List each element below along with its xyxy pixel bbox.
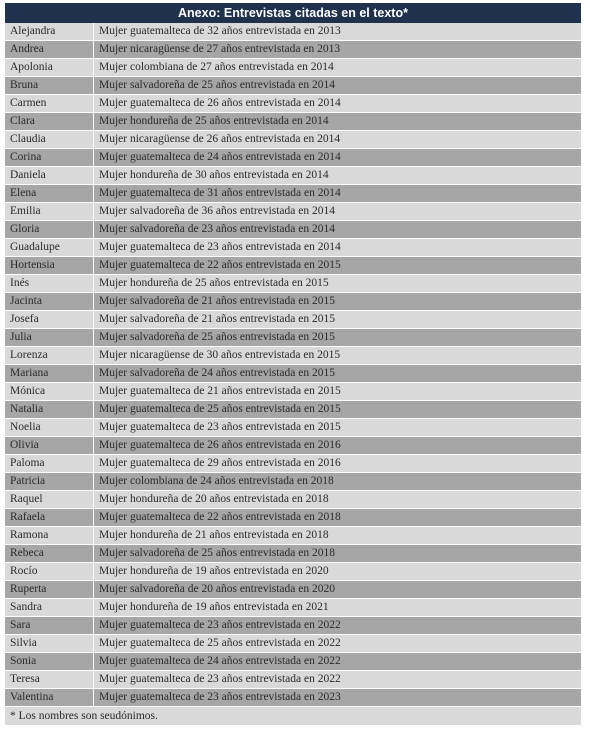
interviewee-name: Clara xyxy=(5,113,94,131)
interviewee-description: Mujer guatemalteca de 31 años entrevistada en 2014 xyxy=(94,185,582,203)
table-row xyxy=(5,77,581,95)
interviewee-name: Rocío xyxy=(5,563,94,581)
interviewee-name: Mónica xyxy=(5,383,94,401)
interviewee-name: Daniela xyxy=(5,167,94,185)
interviewee-name: Apolonia xyxy=(5,59,94,77)
table-row xyxy=(5,545,581,563)
footnote: * Los nombres son seudónimos. xyxy=(5,707,581,725)
interviewee-description: Mujer guatemalteca de 23 años entrevistada en 2023 xyxy=(94,689,582,707)
table-row xyxy=(5,617,581,635)
interviewee-description: Mujer salvadoreña de 21 años entrevistada en 2015 xyxy=(94,293,582,311)
interviewee-description: Mujer guatemalteca de 24 años entrevistada en 2014 xyxy=(94,149,582,167)
table-row xyxy=(5,131,581,149)
interviewee-name: Josefa xyxy=(5,311,94,329)
table-row xyxy=(5,437,581,455)
table-row xyxy=(5,23,581,41)
interviewee-description: Mujer salvadoreña de 25 años entrevistada en 2015 xyxy=(94,329,582,347)
interviewee-name: Sara xyxy=(5,617,94,635)
interviewee-description: Mujer guatemalteca de 29 años entrevistada en 2016 xyxy=(94,455,582,473)
interviewee-description: Mujer hondureña de 25 años entrevistada en 2015 xyxy=(94,275,582,293)
table-row xyxy=(5,455,581,473)
table-row xyxy=(5,41,581,59)
interviewee-description: Mujer hondureña de 21 años entrevistada en 2018 xyxy=(94,527,582,545)
interviewee-name: Elena xyxy=(5,185,94,203)
interviewee-name: Noelia xyxy=(5,419,94,437)
interviewee-description: Mujer hondureña de 19 años entrevistada en 2020 xyxy=(94,563,582,581)
interviewee-name: Patricia xyxy=(5,473,94,491)
interviewee-name: Sonia xyxy=(5,653,94,671)
table-row xyxy=(5,383,581,401)
table-row xyxy=(5,347,581,365)
interviewee-description: Mujer salvadoreña de 21 años entrevistada en 2015 xyxy=(94,311,582,329)
interviewee-description: Mujer hondureña de 30 años entrevistada en 2014 xyxy=(94,167,582,185)
table-row xyxy=(5,473,581,491)
interviewee-description: Mujer guatemalteca de 25 años entrevistada en 2015 xyxy=(94,401,582,419)
table-row xyxy=(5,563,581,581)
interviewee-description: Mujer salvadoreña de 24 años entrevistada en 2015 xyxy=(94,365,582,383)
interviewee-name: Hortensia xyxy=(5,257,94,275)
table-row xyxy=(5,95,581,113)
interviewee-name: Carmen xyxy=(5,95,94,113)
interviewee-name: Ruperta xyxy=(5,581,94,599)
interviewee-name: Teresa xyxy=(5,671,94,689)
interviewee-description: Mujer guatemalteca de 26 años entrevistada en 2016 xyxy=(94,437,582,455)
interviewee-name: Lorenza xyxy=(5,347,94,365)
table-row xyxy=(5,185,581,203)
interviewee-description: Mujer salvadoreña de 23 años entrevistada en 2014 xyxy=(94,221,582,239)
table-row xyxy=(5,401,581,419)
interviewee-description: Mujer guatemalteca de 21 años entrevistada en 2015 xyxy=(94,383,582,401)
interviewee-description: Mujer guatemalteca de 25 años entrevistada en 2022 xyxy=(94,635,582,653)
table-row xyxy=(5,419,581,437)
interviewee-name: Claudia xyxy=(5,131,94,149)
table-row xyxy=(5,221,581,239)
interviews-table xyxy=(5,23,581,707)
interviewee-name: Gloria xyxy=(5,221,94,239)
interviewee-description: Mujer colombiana de 24 años entrevistada en 2018 xyxy=(94,473,582,491)
table-row xyxy=(5,239,581,257)
interviewee-description: Mujer guatemalteca de 23 años entrevistada en 2022 xyxy=(94,671,582,689)
interviewee-name: Rafaela xyxy=(5,509,94,527)
table-row xyxy=(5,149,581,167)
interviewee-description: Mujer colombiana de 27 años entrevistada en 2014 xyxy=(94,59,582,77)
interviewee-name: Andrea xyxy=(5,41,94,59)
interviewee-description: Mujer guatemalteca de 24 años entrevistada en 2022 xyxy=(94,653,582,671)
interviewee-name: Mariana xyxy=(5,365,94,383)
interviewee-description: Mujer guatemalteca de 32 años entrevistada en 2013 xyxy=(94,23,582,41)
interviewee-name: Alejandra xyxy=(5,23,94,41)
table-row xyxy=(5,689,581,707)
table-row xyxy=(5,527,581,545)
table-row xyxy=(5,167,581,185)
interviewee-description: Mujer salvadoreña de 20 años entrevistada en 2020 xyxy=(94,581,582,599)
interviewee-name: Olivia xyxy=(5,437,94,455)
table-row xyxy=(5,635,581,653)
interviewee-description: Mujer hondureña de 20 años entrevistada en 2018 xyxy=(94,491,582,509)
interviewee-name: Guadalupe xyxy=(5,239,94,257)
interviewee-name: Raquel xyxy=(5,491,94,509)
interviewee-name: Jacinta xyxy=(5,293,94,311)
table-row xyxy=(5,59,581,77)
interviewee-description: Mujer nicaragüense de 30 años entrevistada en 2015 xyxy=(94,347,582,365)
interviewee-name: Sandra xyxy=(5,599,94,617)
table-title: Anexo: Entrevistas citadas en el texto* xyxy=(5,3,581,23)
interviewee-name: Inés xyxy=(5,275,94,293)
table-row xyxy=(5,671,581,689)
interviewee-description: Mujer nicaragüense de 26 años entrevistada en 2014 xyxy=(94,131,582,149)
interviewee-description: Mujer hondureña de 19 años entrevistada en 2021 xyxy=(94,599,582,617)
table-row xyxy=(5,257,581,275)
table-row xyxy=(5,509,581,527)
interviewee-name: Corina xyxy=(5,149,94,167)
interviewee-description: Mujer guatemalteca de 23 años entrevistada en 2022 xyxy=(94,617,582,635)
interviewee-name: Valentina xyxy=(5,689,94,707)
interviewee-name: Rebeca xyxy=(5,545,94,563)
interviewee-description: Mujer guatemalteca de 23 años entrevistada en 2015 xyxy=(94,419,582,437)
table-row xyxy=(5,311,581,329)
interviewee-name: Julia xyxy=(5,329,94,347)
table-row xyxy=(5,581,581,599)
interviewee-description: Mujer guatemalteca de 26 años entrevistada en 2014 xyxy=(94,95,582,113)
table-row xyxy=(5,275,581,293)
interviewee-name: Bruna xyxy=(5,77,94,95)
interviewee-description: Mujer salvadoreña de 25 años entrevistada en 2018 xyxy=(94,545,582,563)
interviewee-description: Mujer nicaragüense de 27 años entrevistada en 2013 xyxy=(94,41,582,59)
table-row xyxy=(5,113,581,131)
interview-annex-table xyxy=(5,3,581,725)
interviewee-description: Mujer hondureña de 25 años entrevistada en 2014 xyxy=(94,113,582,131)
interviewee-name: Silvia xyxy=(5,635,94,653)
interviewee-name: Natalia xyxy=(5,401,94,419)
interviewee-description: Mujer salvadoreña de 25 años entrevistada en 2014 xyxy=(94,77,582,95)
interviewee-name: Paloma xyxy=(5,455,94,473)
interviewee-description: Mujer guatemalteca de 22 años entrevistada en 2018 xyxy=(94,509,582,527)
interviewee-description: Mujer guatemalteca de 23 años entrevistada en 2014 xyxy=(94,239,582,257)
table-row xyxy=(5,653,581,671)
table-row xyxy=(5,491,581,509)
table-row xyxy=(5,599,581,617)
interviewee-description: Mujer guatemalteca de 22 años entrevistada en 2015 xyxy=(94,257,582,275)
interviewee-name: Ramona xyxy=(5,527,94,545)
table-row xyxy=(5,203,581,221)
table-row xyxy=(5,365,581,383)
table-row xyxy=(5,329,581,347)
table-row xyxy=(5,293,581,311)
interviewee-description: Mujer salvadoreña de 36 años entrevistada en 2014 xyxy=(94,203,582,221)
interviewee-name: Emilia xyxy=(5,203,94,221)
